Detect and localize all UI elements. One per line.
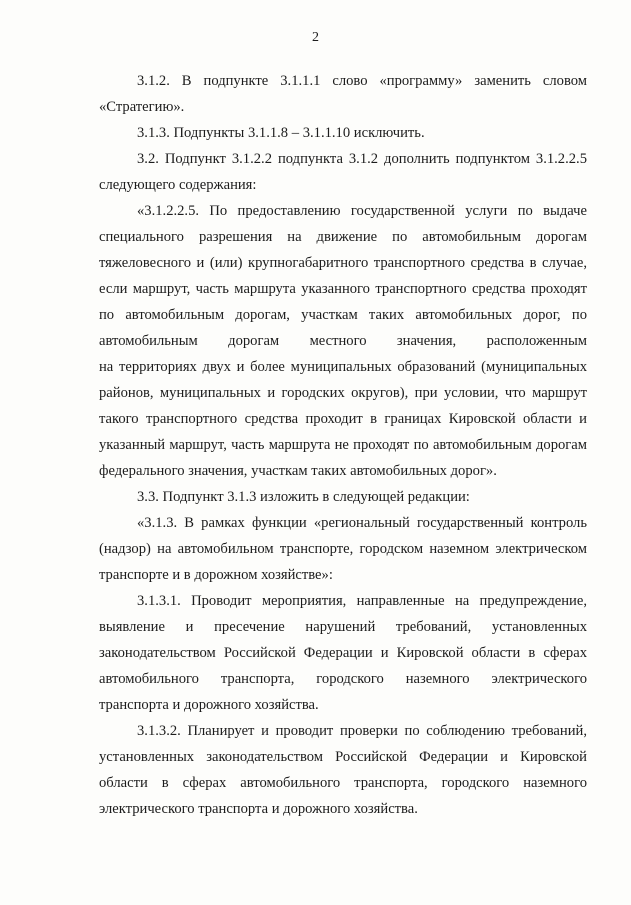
- paragraph-line: установленных законодательством Российской Федерации и Кировской: [99, 749, 587, 765]
- paragraph-line: федерального значения, участкам таких автомобильных дорог».: [99, 463, 497, 479]
- paragraph-line: законодательством Российской Федерации и Кировской области в сферах: [99, 645, 587, 661]
- paragraph-line: транспорта и дорожного хозяйства.: [99, 697, 319, 713]
- paragraph-line: области в сферах автомобильного транспорта, городского наземного: [99, 775, 587, 791]
- paragraph-line: выявление и пресечение нарушений требований, установленных: [99, 619, 587, 635]
- paragraph-3-1-3-1: [99, 588, 587, 718]
- paragraph-3-1-3-2: [99, 718, 587, 822]
- paragraph-line: «Стратегию».: [99, 99, 185, 115]
- paragraph-line: электрического транспорта и дорожного хозяйства.: [99, 801, 418, 817]
- paragraph-line: «3.1.2.2.5. По предоставлению государственной услуги по выдаче: [137, 203, 587, 219]
- paragraph-line: следующего содержания:: [99, 177, 257, 193]
- paragraph-line: (надзор) на автомобильном транспорте, городском наземном электрическом: [99, 541, 587, 557]
- paragraph-line: 3.1.3.1. Проводит мероприятия, направленные на предупреждение,: [137, 593, 587, 609]
- paragraph-3-1-3: [99, 120, 587, 146]
- paragraph-line: 3.2. Подпункт 3.1.2.2 подпункта 3.1.2 дополнить подпунктом 3.1.2.2.5: [137, 151, 587, 167]
- paragraph-line: если маршрут, часть маршрута указанного транспортного средства проходят: [99, 281, 587, 297]
- paragraph-line: 3.3. Подпункт 3.1.3 изложить в следующей редакции:: [137, 489, 470, 505]
- paragraph-3-2: [99, 146, 587, 198]
- paragraph-3-1-2-2-5: [99, 198, 587, 484]
- paragraph-line: такого транспортного средства проходит в границах Кировской области и: [99, 411, 587, 427]
- paragraph-line: транспорте и в дорожном хозяйстве»:: [99, 567, 333, 583]
- paragraph-line: специального разрешения на движение по автомобильным дорогам: [99, 229, 587, 245]
- paragraph-line: 3.1.2. В подпункте 3.1.1.1 слово «программу» заменить словом: [137, 73, 587, 89]
- paragraph-line: 3.1.3.2. Планирует и проводит проверки по соблюдению требований,: [137, 723, 587, 739]
- paragraph-3-3: [99, 484, 587, 510]
- page-number: 2: [312, 30, 319, 45]
- paragraph-line: автомобильным дорогам местного значения, расположенным: [99, 333, 587, 349]
- paragraph-line: районов, муниципальных и городских округов), при условии, что маршрут: [99, 385, 587, 401]
- paragraph-line: по автомобильным дорогам, участкам таких автомобильных дорог, по: [99, 307, 587, 323]
- paragraph-line: автомобильного транспорта, городского наземного электрического: [99, 671, 587, 687]
- paragraph-3-1-3-quote: [99, 510, 587, 588]
- paragraph-line: на территориях двух и более муниципальных образований (муниципальных: [99, 359, 587, 375]
- paragraph-line: «3.1.3. В рамках функции «региональный государственный контроль: [137, 515, 587, 531]
- paragraph-3-1-2: [99, 68, 587, 120]
- paragraph-line: тяжеловесного и (или) крупногабаритного транспортного средства в случае,: [99, 255, 587, 271]
- paragraph-line: указанный маршрут, часть маршрута не проходят по автомобильным дорогам: [99, 437, 587, 453]
- paragraph-line: 3.1.3. Подпункты 3.1.1.8 – 3.1.1.10 исключить.: [137, 125, 425, 141]
